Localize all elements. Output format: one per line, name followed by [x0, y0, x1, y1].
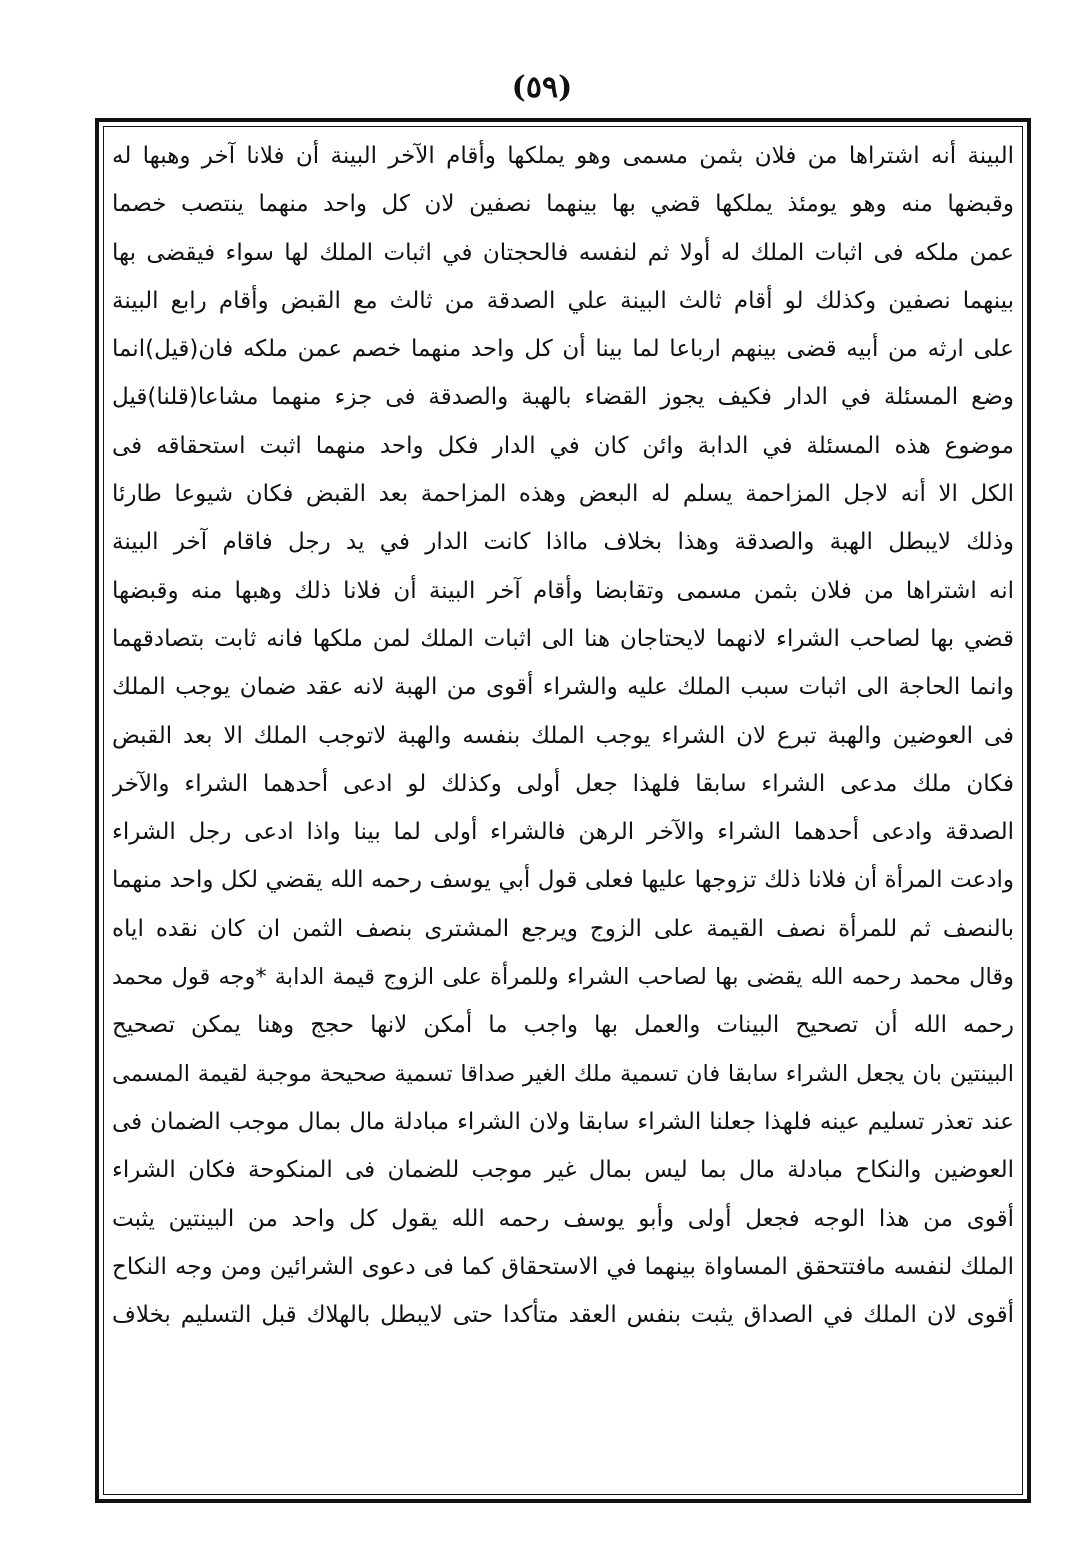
text-line: وذلك لايبطل الهبة والصدقة وهذا بخلاف مااذا كانت الدار في يد رجل فاقام آخر البينة: [112, 529, 1014, 556]
page-number: (٥٩): [511, 70, 573, 105]
text-line: أقوى لان الملك في الصداق يثبت بنفس العقد متأكدا حتى لايبطل بالهلاك قبل التسليم بخلاف: [112, 1302, 1014, 1329]
text-line: فكان ملك مدعى الشراء سابقا فلهذا جعل أولى وكذلك لو ادعى أحدهما الشراء والآخر: [112, 770, 1014, 797]
text-line: وقبضها منه وهو يومئذ يملكها قضي بها بينهما نصفين لان كل واحد منهما ينتصب خصما: [112, 191, 1014, 218]
text-line: العوضين والنكاح مبادلة مال بما ليس بمال غير موجب للضمان فى المنكوحة فكان الشراء: [112, 1157, 1014, 1184]
text-line: عمن ملكه فى اثبات الملك له أولا ثم لنفسه فالحجتان في اثبات الملك لها سواء فيقضى بها: [112, 239, 1014, 266]
text-line: وقال محمد رحمه الله يقضى بها لصاحب الشراء وللمرأة على الزوج قيمة الدابة *وجه قول محمد: [112, 964, 1014, 991]
text-line: عند تعذر تسليم عينه فلهذا جعلنا الشراء سابقا ولان الشراء مبادلة مال بمال موجب الضمان فى: [112, 1108, 1014, 1135]
text-line: رحمه الله أن تصحيح البينات والعمل بها واجب ما أمكن لانها حجج وهنا يمكن تصحيح: [112, 1012, 1014, 1039]
text-line: البينة أنه اشتراها من فلان بثمن مسمى وهو يملكها وأقام الآخر البينة أن فلانا آخر وهبها له: [112, 143, 1014, 169]
text-line: الكل الا أنه لاجل المزاحمة يسلم له البعض وهذه المزاحمة بعد القبض فكان شيوعا طارئا: [112, 481, 1014, 508]
text-line: موضوع هذه المسئلة في الدابة وائن كان في الدار فكل واحد منهما اثبت استحقاقه فى: [112, 432, 1014, 459]
text-line: البينتين بان يجعل الشراء سابقا فان تسمية ملك الغير صداقا تسمية صحيحة موجبة لقيمة المسمى: [112, 1060, 1014, 1087]
text-line: فى العوضين والهبة تبرع لان الشراء يوجب الملك بنفسه والهبة لاتوجب الملك الا بعد القبض: [112, 722, 1014, 749]
text-line: بينهما نصفين وكذلك لو أقام ثالث البينة علي الصدقة من ثالث مع القبض وأقام رابع البينة: [112, 287, 1014, 314]
text-line: أقوى من هذا الوجه فجعل أولى وأبو يوسف رحمه الله يقول كل واحد من البينتين يثبت: [112, 1205, 1014, 1232]
text-line: وادعت المرأة أن فلانا ذلك تزوجها عليها فعلى قول أبي يوسف رحمه الله يقضي لكل واحد منهما: [112, 867, 1014, 894]
text-line: الملك لنفسه مافتتحقق المساواة بينهما في الاستحقاق كما فى دعوى الشرائين ومن وجه النكاح: [112, 1253, 1014, 1280]
body-text: [112, 132, 1014, 1339]
text-line: الصدقة وادعى أحدهما الشراء والآخر الرهن فالشراء أولى لما بينا واذا ادعى رجل الشراء: [112, 819, 1014, 846]
text-line: قضي بها لصاحب الشراء لانهما لايحتاجان هنا الى اثبات الملك لمن ملكها فانه ثابت بتصادقهما: [112, 625, 1014, 652]
text-line: وانما الحاجة الى اثبات سبب الملك عليه والشراء أقوى من الهبة لانه عقد ضمان يوجب الملك: [112, 674, 1014, 701]
text-line: على ارثه من أبيه قضى بينهم ارباعا لما بينا أن كل واحد منهما خصم عمن ملكه فان(قيل)انما: [112, 336, 1014, 363]
text-line: انه اشتراها من فلان بثمن مسمى وتقابضا وأقام آخر البينة أن فلانا ذلك وهبها منه وقبضها: [112, 577, 1014, 604]
text-line: وضع المسئلة في الدار فكيف يجوز القضاء بالهبة والصدقة فى جزء منهما مشاعا(قلنا)قيل: [112, 384, 1014, 411]
text-line: بالنصف ثم للمرأة نصف القيمة على الزوج ويرجع المشترى بنصف الثمن ان كان نقده اياه: [112, 915, 1014, 942]
